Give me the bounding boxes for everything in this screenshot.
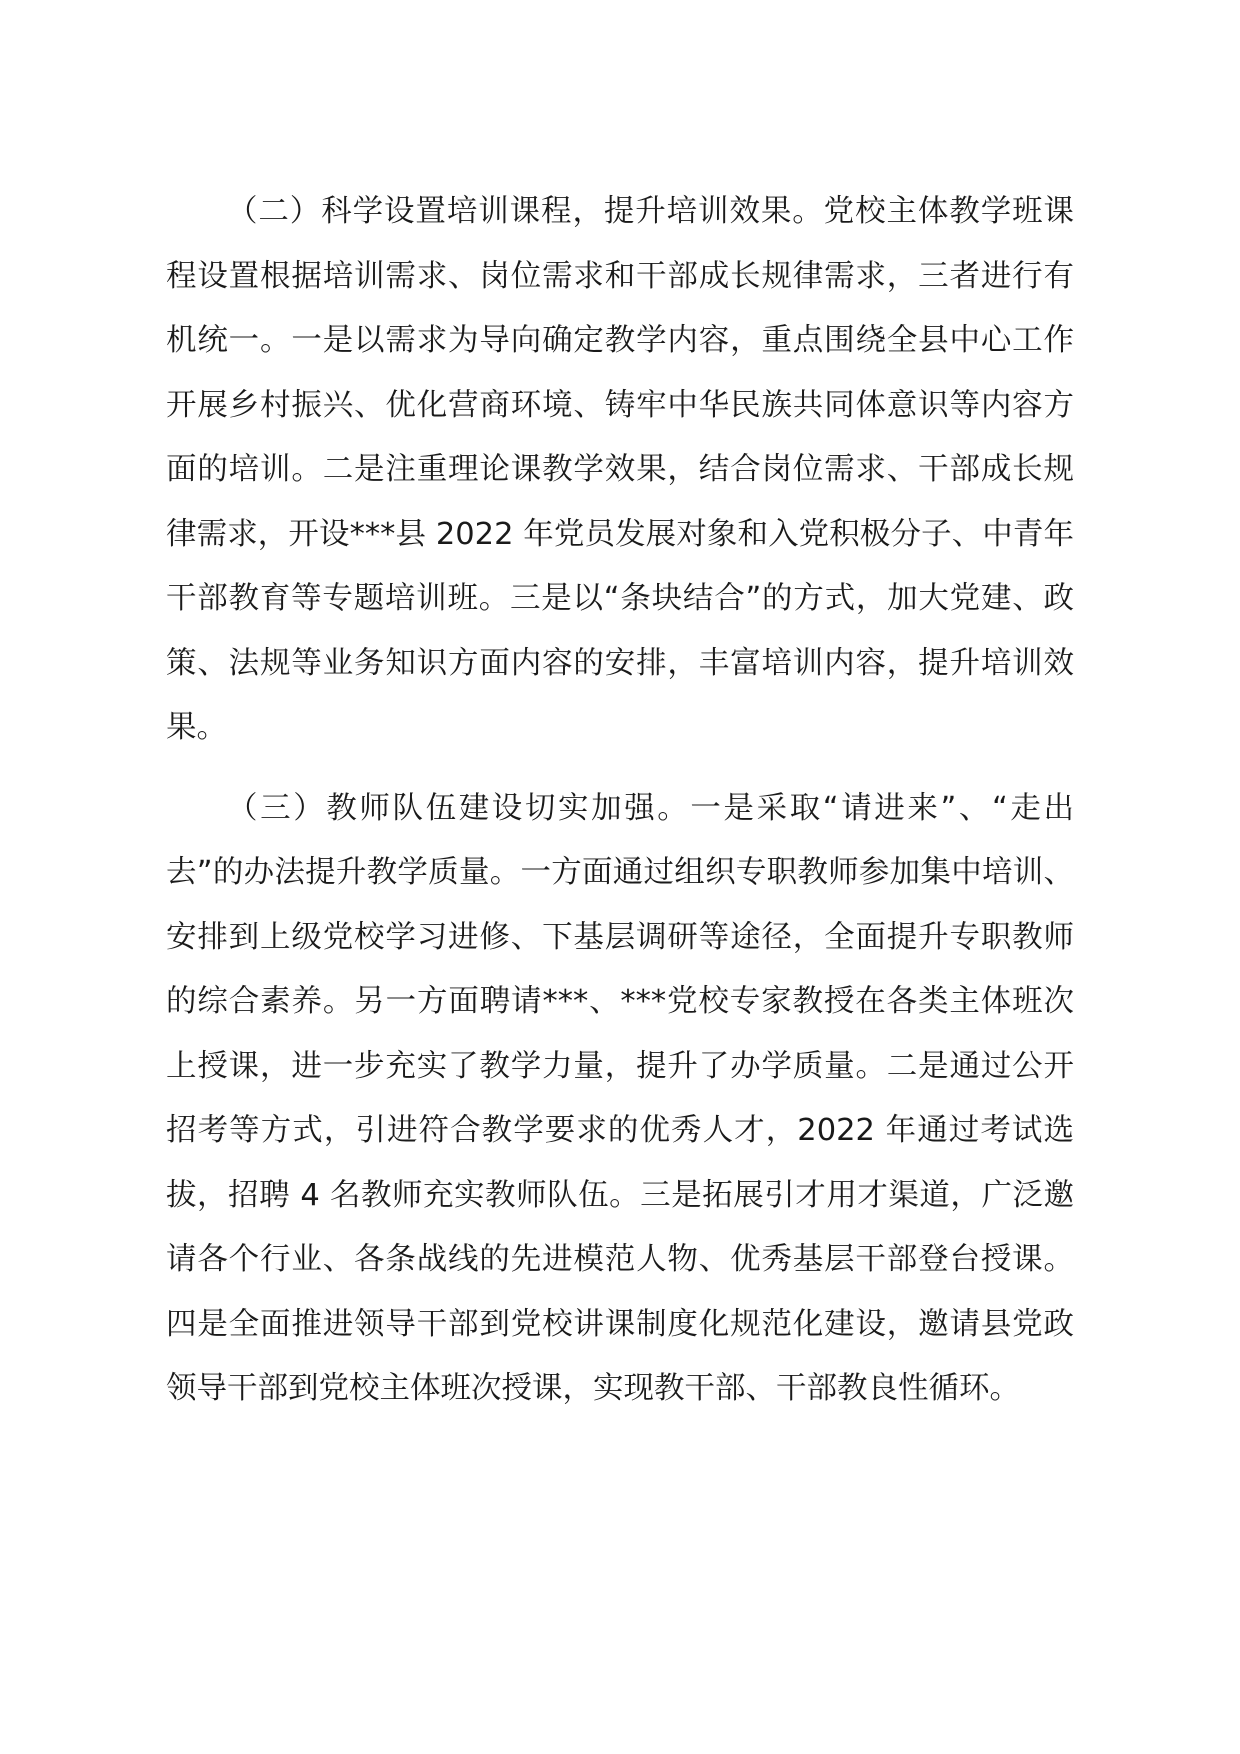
document-body: [166, 180, 1074, 1422]
paragraph-teacher-team: （三）教师队伍建设切实加强。一是采取“请进来”、“走出去”的办法提升教学质量。一方面通过组织专职教师参加集中培训、安排到上级党校学习进修、下基层调研等途径，全面提升专职教师的综合素养。另一方面聘请***、***党校专家教授在各类主体班次上授课，进一步充实了教学力量，提升了办学质量。二是通过公开招考等方式，引进符合教学要求的优秀人才，2022 年通过考试选拔，招聘 4 名教师充实教师队伍。三是拓展引才用才渠道，广泛邀请各个行业、各条战线的先进模范人物、优秀基层干部登台授课。四是全面推进领导干部到党校讲课制度化规范化建设，邀请县党政领导干部到党校主体班次授课，实现教干部、干部教良性循环。: [166, 790, 1074, 1406]
paragraph-course-setting: （二）科学设置培训课程，提升培训效果。党校主体教学班课程设置根据培训需求、岗位需求和干部成长规律需求，三者进行有机统一。一是以需求为导向确定教学内容，重点围绕全县中心工作开展乡村振兴、优化营商环境、铸牢中华民族共同体意识等内容方面的培训。二是注重理论课教学效果，结合岗位需求、干部成长规律需求，开设***县 2022 年党员发展对象和入党积极分子、中青年干部教育等专题培训班。三是以“条块结合”的方式，加大党建、政策、法规等业务知识方面内容的安排，丰富培训内容，提升培训效果。: [166, 194, 1074, 745]
